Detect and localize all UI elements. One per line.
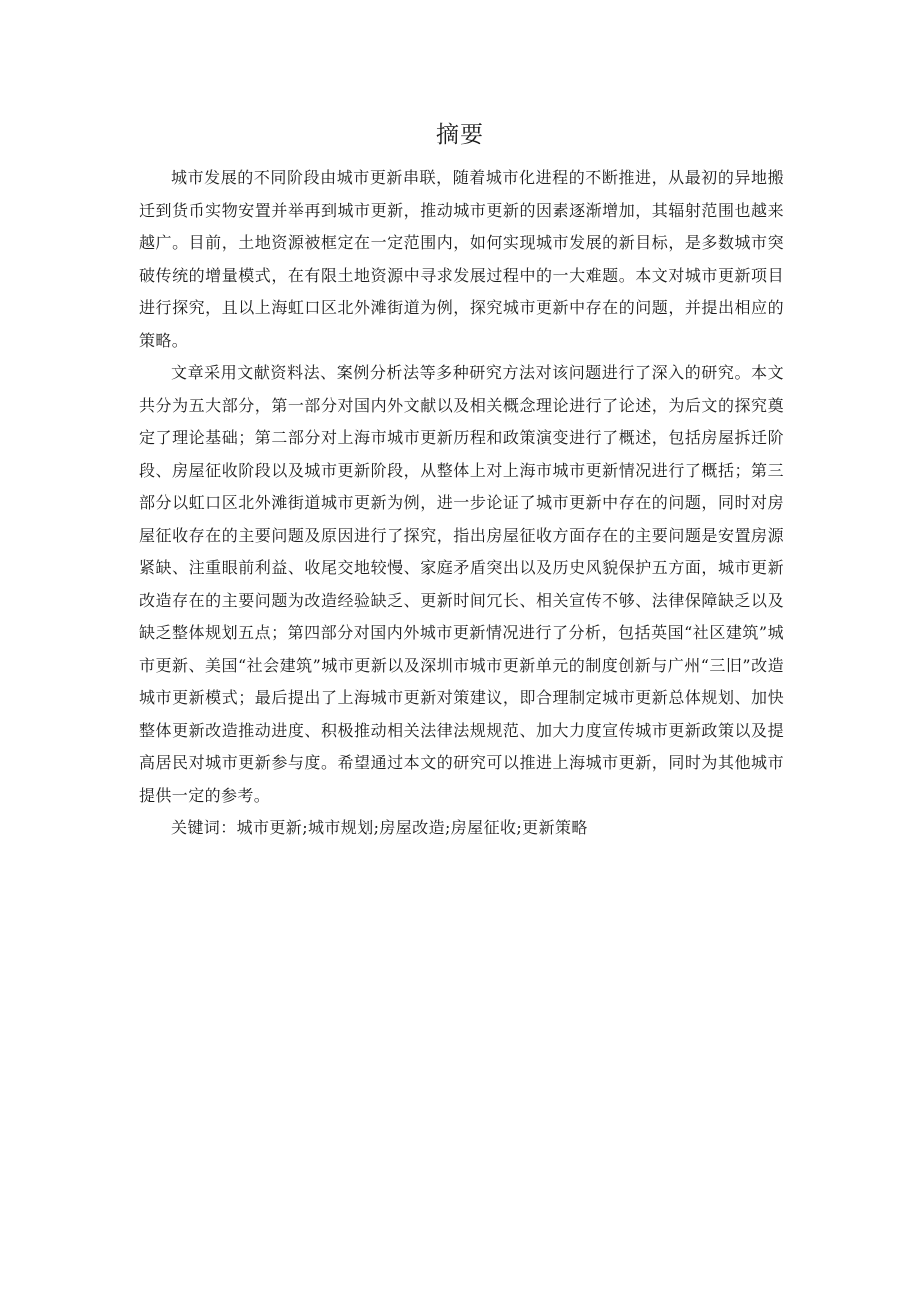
abstract-paragraph-2: 文章采用文献资料法、案例分析法等多种研究方法对该问题进行了深入的研究。本文共分为五大部分，第一部分对国内外文献以及相关概念理论进行了论述，为后文的探究奠定了理论基础；第二部分对上海市城市更新历程和政策演变进行了概述，包括房屋拆迁阶段、房屋征收阶段以及城市更新阶段，从整体上对上海市城市更新情况进行了概括；第三部分以虹口区北外滩街道城市更新为例，进一步论证了城市更新中存在的问题，同时对房屋征收存在的主要问题及原因进行了探究，指出房屋征收方面存在的主要问题是安置房源紧缺、注重眼前利益、收尾交地较慢、家庭矛盾突出以及历史风貌保护五方面，城市更新改造存在的主要问题为改造经验缺乏、更新时间冗长、相关宣传不够、法律保障缺乏以及缺乏整体规划五点；第四部分对国内外城市更新情况进行了分析，包括英国“社区建筑”城市更新、美国“社会建筑”城市更新以及深圳市城市更新单元的制度创新与广州“三旧”改造城市更新模式；最后提出了上海城市更新对策建议，即合理制定城市更新总体规划、加快整体更新改造推动进度、积极推动相关法律法规规范、加大力度宣传城市更新政策以及提高居民对城市更新参与度。希望通过本文的研究可以推进上海城市更新，同时为其他城市提供一定的参考。 [139, 363, 784, 805]
abstract-paragraph-1: 城市发展的不同阶段由城市更新串联，随着城市化进程的不断推进，从最初的异地搬迁到货币实物安置并举再到城市更新，推动城市更新的因素逐渐增加，其辐射范围也越来越广。目前，土地资源被框定在一定范围内，如何实现城市发展的新目标，是多数城市突破传统的增量模式，在有限土地资源中寻求发展过程中的一大难题。本文对城市更新项目进行探究，且以上海虹口区北外滩街道为例，探究城市更新中存在的问题，并提出相应的策略。 [139, 168, 784, 350]
keywords-line: 关键词：城市更新;城市规划;房屋改造;房屋征收;更新策略 [171, 818, 588, 837]
abstract-title: 摘要 [436, 122, 484, 148]
abstract-body [139, 162, 784, 845]
